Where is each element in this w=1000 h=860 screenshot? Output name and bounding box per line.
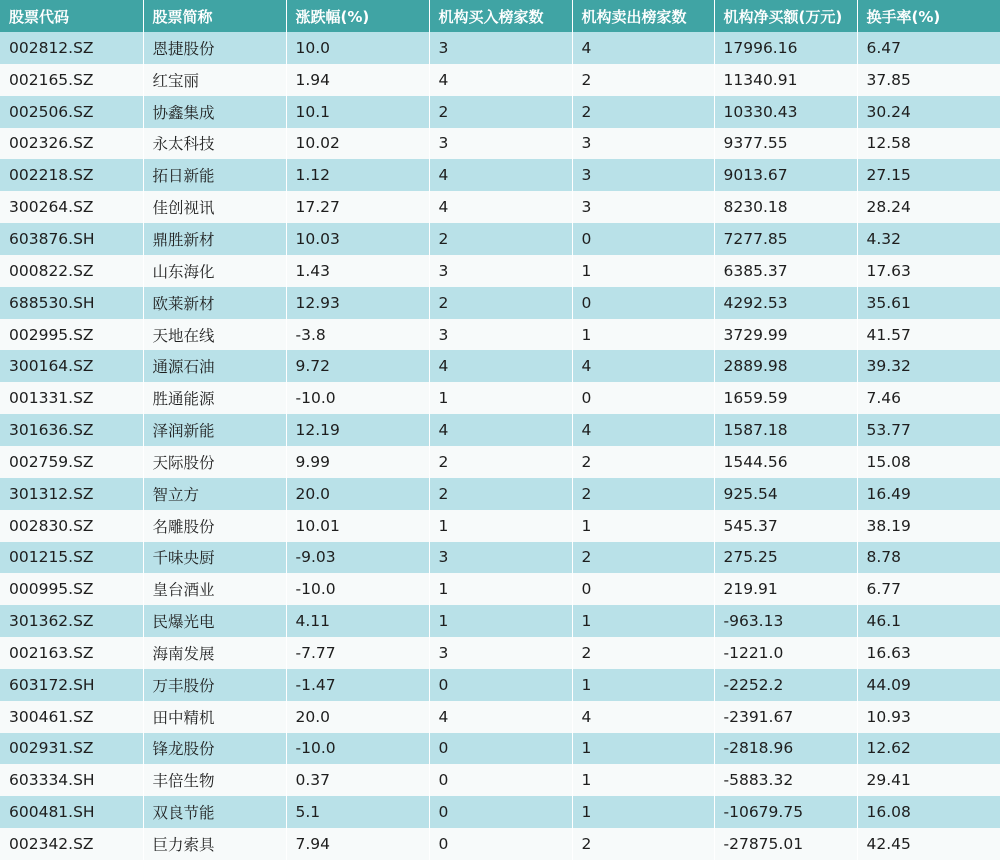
inst-buy-count-cell: 0 [429,764,572,796]
turnover-rate-cell: 28.24 [866,198,911,217]
inst-buy-count-cell: 3 [429,255,572,287]
table-row [0,414,1000,446]
stock-code-cell: 002812.SZ [0,32,143,64]
inst-buy-count-cell: 3 [429,32,572,64]
inst-sell-count-cell: 0 [572,223,714,255]
stock-code-cell: 002326.SZ [0,128,143,160]
stock-name-cell: 红宝丽 [143,64,286,96]
inst-buy-count-cell: 4 [429,159,572,191]
stock-code-cell: 000995.SZ [0,573,143,605]
inst-net-buy-cell: -2252.2 [714,669,857,701]
stock-name-cell: 丰倍生物 [143,764,286,796]
stock-name-cell: 田中精机 [143,701,286,733]
inst-net-buy-cell: 17996.16 [714,32,857,64]
table-row [0,573,1000,605]
inst-sell-count-header: 机构卖出榜家数 [572,0,714,32]
table-row [0,64,1000,96]
inst-buy-count-cell: 0 [429,669,572,701]
table-row [0,350,1000,382]
change-pct-cell: 12.19 [286,414,429,446]
inst-buy-count-cell: 3 [429,319,572,351]
inst-net-buy-cell: 1587.18 [714,414,857,446]
stock-code-cell: 300164.SZ [0,350,143,382]
turnover-rate-cell: 16.08 [866,803,911,822]
table-row [0,828,1000,860]
stock-name-cell: 万丰股份 [143,669,286,701]
table-row [0,605,1000,637]
turnover-rate-cell: 10.93 [866,707,911,726]
inst-net-buy-cell: 1544.56 [714,446,857,478]
change-pct-header: 涨跌幅(%) [286,0,429,32]
table-row [0,446,1000,478]
change-pct-cell: -1.47 [286,669,429,701]
turnover-rate-cell: 35.61 [866,293,911,312]
turnover-rate-cell: 53.77 [866,421,911,440]
inst-buy-count-cell: 2 [429,223,572,255]
inst-sell-count-cell: 2 [572,96,714,128]
turnover-rate-cell: 7.46 [866,389,902,408]
stock-name-cell: 胜通能源 [143,382,286,414]
stock-code-cell: 603334.SH [0,764,143,796]
change-pct-cell: -10.0 [286,573,429,605]
table-row [0,191,1000,223]
turnover-rate-cell: 46.1 [866,612,902,631]
stock-code-cell: 300461.SZ [0,701,143,733]
stock-code-header: 股票代码 [0,0,143,32]
turnover-rate-cell: 6.47 [866,38,902,57]
stock-name-cell: 海南发展 [143,637,286,669]
turnover-rate-cell: 12.62 [866,739,911,758]
turnover-rate-cell: 38.19 [866,516,911,535]
inst-sell-count-cell: 0 [572,287,714,319]
change-pct-cell: 10.0 [286,32,429,64]
change-pct-cell: -7.77 [286,637,429,669]
inst-net-buy-cell: 6385.37 [714,255,857,287]
stock-code-cell: 002995.SZ [0,319,143,351]
table-row [0,701,1000,733]
inst-buy-count-cell: 4 [429,191,572,223]
inst-net-buy-cell: -5883.32 [714,764,857,796]
inst-net-buy-cell: 275.25 [714,542,857,574]
stock-name-cell: 锋龙股份 [143,733,286,765]
inst-sell-count-cell: 3 [572,191,714,223]
change-pct-cell: -9.03 [286,542,429,574]
stock-name-cell: 天地在线 [143,319,286,351]
table-row [0,637,1000,669]
change-pct-cell: 1.94 [286,64,429,96]
turnover-rate-cell: 30.24 [866,102,911,121]
inst-sell-count-cell: 4 [572,701,714,733]
turnover-rate-cell: 41.57 [866,325,911,344]
inst-sell-count-cell: 2 [572,478,714,510]
stock-name-cell: 智立方 [143,478,286,510]
inst-net-buy-cell: -2818.96 [714,733,857,765]
inst-sell-count-cell: 1 [572,319,714,351]
turnover-rate-cell: 4.32 [866,229,902,248]
inst-sell-count-cell: 1 [572,510,714,542]
stock-code-cell: 002830.SZ [0,510,143,542]
stock-name-header: 股票简称 [143,0,286,32]
inst-net-buy-cell: 11340.91 [714,64,857,96]
turnover-rate-cell: 8.78 [866,548,902,567]
table-header [0,0,1000,32]
table-row [0,669,1000,701]
stock-code-cell: 688530.SH [0,287,143,319]
stock-name-cell: 鼎胜新材 [143,223,286,255]
table-row [0,764,1000,796]
stock-code-cell: 002218.SZ [0,159,143,191]
inst-buy-count-cell: 3 [429,128,572,160]
table-row [0,96,1000,128]
table-row [0,542,1000,574]
inst-buy-count-cell: 2 [429,96,572,128]
inst-net-buy-cell: 7277.85 [714,223,857,255]
turnover-rate-cell: 29.41 [866,771,911,790]
inst-sell-count-cell: 3 [572,128,714,160]
inst-net-buy-header: 机构净买额(万元) [714,0,857,32]
change-pct-cell: 5.1 [286,796,429,828]
change-pct-cell: 0.37 [286,764,429,796]
table-body [0,32,1000,860]
inst-net-buy-cell: -2391.67 [714,701,857,733]
table-row [0,159,1000,191]
turnover-rate-cell: 16.49 [866,484,911,503]
inst-sell-count-cell: 4 [572,350,714,382]
stock-code-cell: 002165.SZ [0,64,143,96]
inst-net-buy-cell: -1221.0 [714,637,857,669]
table-row [0,733,1000,765]
inst-net-buy-cell: 219.91 [714,573,857,605]
inst-buy-count-cell: 1 [429,382,572,414]
table-row [0,128,1000,160]
stock-name-cell: 山东海化 [143,255,286,287]
change-pct-cell: -3.8 [286,319,429,351]
inst-sell-count-cell: 1 [572,255,714,287]
change-pct-cell: 1.43 [286,255,429,287]
inst-sell-count-cell: 1 [572,764,714,796]
inst-buy-count-cell: 4 [429,414,572,446]
turnover-rate-cell: 6.77 [866,580,902,599]
turnover-rate-cell: 44.09 [866,675,911,694]
change-pct-cell: 10.01 [286,510,429,542]
stock-code-cell: 002931.SZ [0,733,143,765]
inst-sell-count-cell: 0 [572,573,714,605]
inst-sell-count-cell: 2 [572,828,714,860]
inst-net-buy-cell: 1659.59 [714,382,857,414]
stock-name-cell: 拓日新能 [143,159,286,191]
inst-buy-count-cell: 3 [429,637,572,669]
inst-sell-count-cell: 0 [572,382,714,414]
turnover-rate-cell: 39.32 [866,357,911,376]
stock-name-cell: 民爆光电 [143,605,286,637]
change-pct-cell: 10.1 [286,96,429,128]
inst-net-buy-cell: -27875.01 [714,828,857,860]
inst-net-buy-cell: -963.13 [714,605,857,637]
inst-sell-count-cell: 2 [572,542,714,574]
inst-net-buy-cell: 9013.67 [714,159,857,191]
inst-net-buy-cell: -10679.75 [714,796,857,828]
change-pct-cell: 17.27 [286,191,429,223]
turnover-rate-cell: 42.45 [866,835,911,854]
inst-buy-count-cell: 1 [429,605,572,637]
inst-buy-count-cell: 4 [429,350,572,382]
stock-name-cell: 名雕股份 [143,510,286,542]
inst-sell-count-cell: 2 [572,637,714,669]
table-row [0,796,1000,828]
stock-code-cell: 002759.SZ [0,446,143,478]
inst-sell-count-cell: 1 [572,605,714,637]
turnover-rate-cell: 16.63 [866,643,911,662]
change-pct-cell: 7.94 [286,828,429,860]
change-pct-cell: -10.0 [286,382,429,414]
turnover-rate-cell: 27.15 [866,166,911,185]
inst-buy-count-cell: 1 [429,510,572,542]
stock-name-cell: 天际股份 [143,446,286,478]
stock-name-cell: 皇台酒业 [143,573,286,605]
inst-sell-count-cell: 1 [572,796,714,828]
stock-name-cell: 通源石油 [143,350,286,382]
stock-name-cell: 千味央厨 [143,542,286,574]
inst-buy-count-cell: 3 [429,542,572,574]
turnover-rate-cell: 37.85 [866,70,911,89]
inst-buy-count-header: 机构买入榜家数 [429,0,572,32]
inst-buy-count-cell: 0 [429,733,572,765]
inst-buy-count-cell: 4 [429,64,572,96]
stock-code-cell: 002506.SZ [0,96,143,128]
inst-buy-count-cell: 2 [429,446,572,478]
inst-sell-count-cell: 4 [572,32,714,64]
turnover-rate-cell: 15.08 [866,452,911,471]
stock-code-cell: 002342.SZ [0,828,143,860]
stock-name-cell: 协鑫集成 [143,96,286,128]
table-row [0,287,1000,319]
stock-code-cell: 603172.SH [0,669,143,701]
inst-buy-count-cell: 0 [429,828,572,860]
stock-name-cell: 泽润新能 [143,414,286,446]
inst-buy-count-cell: 2 [429,478,572,510]
change-pct-cell: 9.72 [286,350,429,382]
stock-name-cell: 欧莱新材 [143,287,286,319]
table-row [0,382,1000,414]
change-pct-cell: 10.02 [286,128,429,160]
inst-sell-count-cell: 3 [572,159,714,191]
inst-sell-count-cell: 4 [572,414,714,446]
inst-net-buy-cell: 2889.98 [714,350,857,382]
stock-name-cell: 恩捷股份 [143,32,286,64]
stock-code-cell: 300264.SZ [0,191,143,223]
stock-code-cell: 001215.SZ [0,542,143,574]
inst-sell-count-cell: 1 [572,669,714,701]
change-pct-cell: 20.0 [286,478,429,510]
inst-buy-count-cell: 0 [429,796,572,828]
change-pct-cell: 9.99 [286,446,429,478]
stock-code-cell: 000822.SZ [0,255,143,287]
inst-buy-count-cell: 2 [429,287,572,319]
stock-name-cell: 佳创视讯 [143,191,286,223]
inst-net-buy-cell: 8230.18 [714,191,857,223]
change-pct-cell: 4.11 [286,605,429,637]
table-row [0,223,1000,255]
stock-name-cell: 永太科技 [143,128,286,160]
table-row [0,32,1000,64]
stock-code-cell: 301636.SZ [0,414,143,446]
inst-sell-count-cell: 2 [572,64,714,96]
turnover-rate-header: 换手率(%) [866,7,941,26]
table-row [0,255,1000,287]
stock-code-cell: 301362.SZ [0,605,143,637]
inst-net-buy-cell: 10330.43 [714,96,857,128]
inst-sell-count-cell: 2 [572,446,714,478]
stock-code-cell: 001331.SZ [0,382,143,414]
stock-code-cell: 002163.SZ [0,637,143,669]
inst-net-buy-cell: 4292.53 [714,287,857,319]
table-row [0,319,1000,351]
table-row [0,510,1000,542]
inst-buy-count-cell: 1 [429,573,572,605]
stock-code-cell: 603876.SH [0,223,143,255]
table-row [0,478,1000,510]
inst-net-buy-cell: 545.37 [714,510,857,542]
stock-name-cell: 巨力索具 [143,828,286,860]
inst-net-buy-cell: 925.54 [714,478,857,510]
stock-name-cell: 双良节能 [143,796,286,828]
change-pct-cell: 10.03 [286,223,429,255]
inst-buy-count-cell: 4 [429,701,572,733]
stock-code-cell: 600481.SH [0,796,143,828]
change-pct-cell: 12.93 [286,287,429,319]
change-pct-cell: 1.12 [286,159,429,191]
inst-sell-count-cell: 1 [572,733,714,765]
turnover-rate-cell: 17.63 [866,261,911,280]
change-pct-cell: -10.0 [286,733,429,765]
turnover-rate-cell: 12.58 [866,134,911,153]
header-row [0,0,1000,32]
inst-net-buy-cell: 9377.55 [714,128,857,160]
inst-net-buy-cell: 3729.99 [714,319,857,351]
change-pct-cell: 20.0 [286,701,429,733]
stock-code-cell: 301312.SZ [0,478,143,510]
